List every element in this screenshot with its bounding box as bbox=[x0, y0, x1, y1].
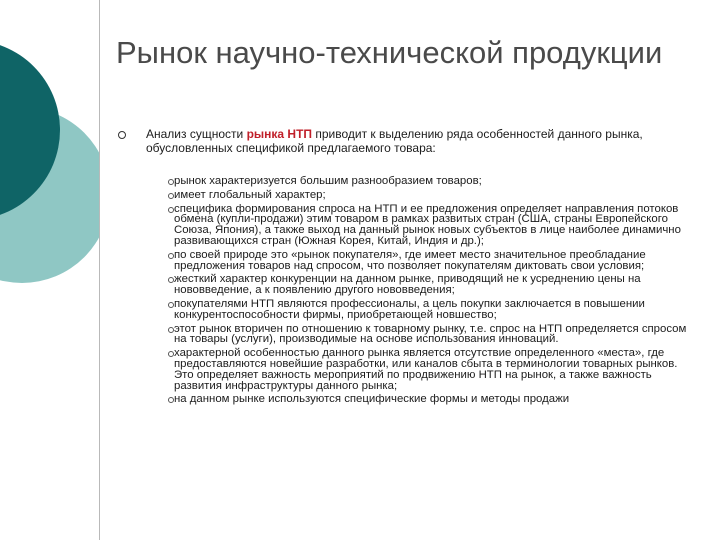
list-item-text: специфика формирования спроса на НТП и ее предложения определяет направления потоков обмена (купли-продажи) этим товаром в рамках развитых стран (США, страны Европейского Союза, Япония), а также выход на данный рынок новых субъектов в лице наиболее динамично развивающихся стран (Южная Корея, Китай, Индия и др.); bbox=[174, 202, 681, 247]
list-item-text: характерной особенностью данного рынка является отсутствие определенного «места», где предоставляются новейшие разработки, или каналов сбыта в терминологии товарных рынков. Это определяет важность мероприятий по продвижению НТП на рынок, а также важность развития инфраструктуры данного рынка; bbox=[174, 347, 678, 392]
intro-text-after: приводит к выделению ряда особенностей данного рынка, обусловленных спецификой предлагаемого товара: bbox=[146, 127, 643, 155]
bullet-icon bbox=[168, 193, 174, 199]
slide-title: Рынок научно-технической продукции bbox=[116, 35, 663, 70]
bullet-icon bbox=[168, 207, 174, 213]
list-item bbox=[174, 250, 690, 272]
features-list bbox=[118, 176, 690, 405]
list-item-text: этот рынок вторичен по отношению к товарному рынку, т.е. спрос на НТП определяется спросом на товары (услуги), производимые на основе использования инноваций. bbox=[174, 322, 687, 346]
list-item-text: на данном рынке используются специфические формы и методы продажи bbox=[174, 393, 570, 406]
list-item-text: имеет глобальный характер; bbox=[174, 188, 326, 201]
divider-line bbox=[99, 0, 100, 540]
ring-bullet-icon bbox=[118, 131, 126, 139]
list-item-text: рынок характеризуется большим разнообразием товаров; bbox=[174, 175, 482, 187]
bullet-icon bbox=[168, 179, 174, 185]
list-item bbox=[174, 394, 690, 405]
bullet-icon bbox=[168, 327, 174, 333]
list-item bbox=[174, 274, 690, 296]
bullet-icon bbox=[168, 253, 174, 259]
decorative-circles bbox=[0, 0, 100, 540]
list-item-text: покупателями НТП являются профессионалы, а цель покупки заключается в повышении конкурентоспособности фирмы, приобретающей новшество; bbox=[174, 297, 645, 321]
bullet-icon bbox=[168, 302, 174, 308]
slide-body bbox=[118, 128, 690, 408]
intro-text-before: Анализ сущности bbox=[146, 127, 247, 141]
list-item bbox=[174, 190, 690, 201]
list-item-text: жесткий характер конкуренции на данном рынке, приводящий не к усреднению цены на нововведение, а к появлению другого нововведения; bbox=[174, 273, 641, 297]
intro-highlight: рынка НТП bbox=[246, 127, 313, 141]
list-item bbox=[174, 348, 690, 391]
intro-paragraph bbox=[118, 128, 690, 155]
list-item-text: по своей природе это «рынок покупателя», где имеет место значительное преобладание предложения товаров над спросом, что позволяет покупателям диктовать свои условия; bbox=[174, 248, 646, 272]
list-item bbox=[174, 299, 690, 321]
list-item bbox=[174, 176, 690, 187]
list-item bbox=[174, 204, 690, 247]
list-item bbox=[174, 324, 690, 346]
